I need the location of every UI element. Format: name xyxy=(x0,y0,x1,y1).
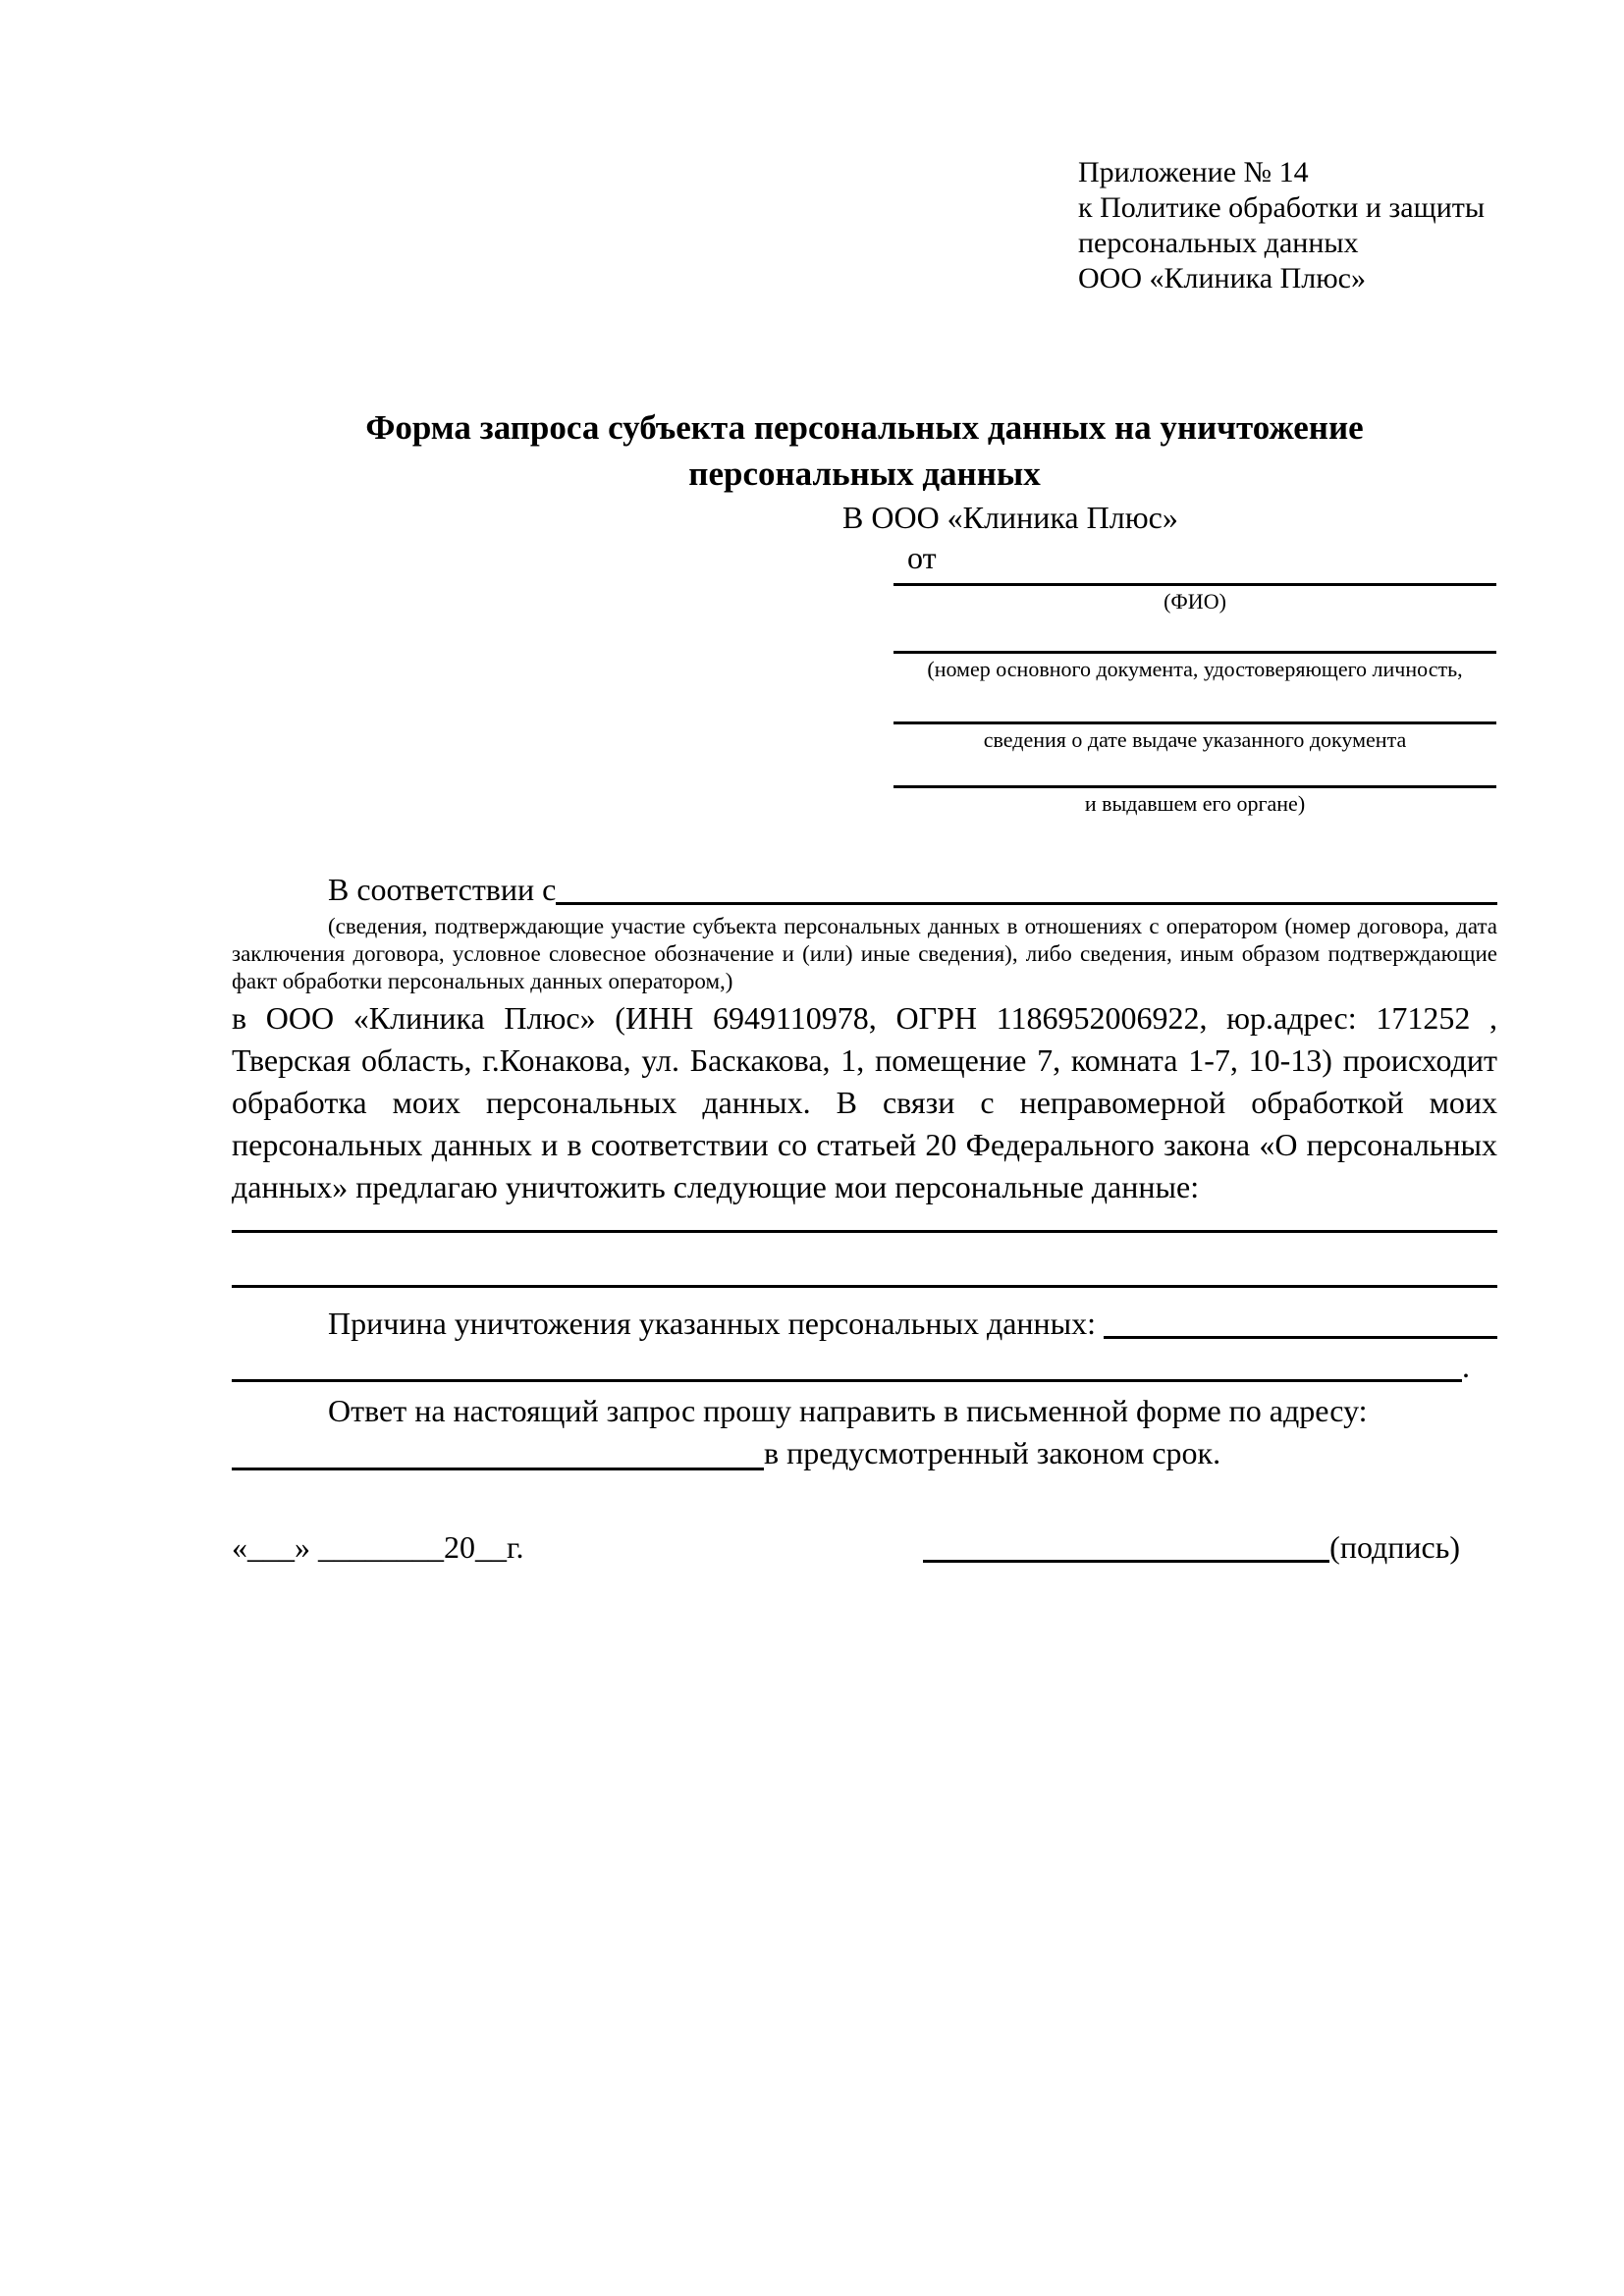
signature-caption: (подпись) xyxy=(1329,1529,1460,1565)
reply-tail: в предусмотренный законом срок. xyxy=(764,1435,1221,1470)
blank-line-issue-date xyxy=(893,682,1496,724)
signature-blank-line xyxy=(923,1525,1329,1563)
blank-line-fio xyxy=(893,577,1496,586)
field-caption-document-number: (номер основного документа, удостоверяющего личность, xyxy=(927,657,1463,681)
form-title: Форма запроса субъекта персональных данных на уничтожение персональных данных xyxy=(365,408,1364,493)
applicant-fields-block xyxy=(893,577,1496,817)
reply-paragraph: Ответ на настоящий запрос прошу направить в письменной форме по адресу: xyxy=(328,1393,1368,1428)
accordance-blank-line xyxy=(556,868,1497,905)
signature-part xyxy=(923,1525,1460,1569)
accordance-row xyxy=(232,868,1497,911)
appendix-line: ООО «Клиника Плюс» xyxy=(1078,262,1366,294)
addressee-line: В ООО «Клиника Плюс» xyxy=(842,500,1178,535)
reason-continuation-row xyxy=(232,1345,1497,1388)
address-blank-line xyxy=(232,1432,764,1470)
date-line: «___» ________20__г. xyxy=(232,1529,524,1565)
reason-row xyxy=(232,1302,1497,1345)
reason-blank-line-2 xyxy=(232,1345,1462,1382)
blank-line-document-number xyxy=(893,614,1496,654)
body-paragraph: в ООО «Клиника Плюс» (ИНН 6949110978, ОГРН 1186952006922, юр.адрес: 171252 , Тверская область, г.Конакова, ул. Баскакова, 1, помещение 7, комната 1-7, 10-13) происходит обработка моих персональных данных. В связи с неправомерной обработкой моих персональных данных и в соответствии со статьей 20 Федерального закона «О персональных данных» предлагаю уничтожить следующие мои персональные данные: xyxy=(232,1000,1497,1204)
appendix-line: Приложение № 14 xyxy=(1078,156,1309,188)
accordance-prefix: В соответствии с xyxy=(328,872,557,907)
appendix-header xyxy=(1078,155,1497,296)
accordance-note: (сведения, подтверждающие участие субъекта персональных данных в отношениях с оператором (номер договора, дата заключения договора, условное словесное обозначение и (или) иные сведения), либо сведения, иным образом подтверждающие факт обработки персональных данных оператором,) xyxy=(232,914,1497,993)
reply-address-row xyxy=(232,1432,1497,1474)
reason-label: Причина уничтожения указанных персональных данных: xyxy=(328,1306,1097,1341)
field-caption-fio: (ФИО) xyxy=(1164,589,1226,614)
date-signature-row xyxy=(232,1525,1497,1569)
blank-line-data-2 xyxy=(232,1285,1497,1288)
from-label: от xyxy=(907,540,937,575)
reason-blank-line xyxy=(1104,1302,1497,1339)
period: . xyxy=(1462,1349,1470,1384)
blank-line-issuing-authority xyxy=(893,753,1496,788)
appendix-line: персональных данных xyxy=(1078,227,1359,259)
field-caption-issuing-authority: и выдавшем его органе) xyxy=(1084,791,1306,816)
field-caption-issue-date: сведения о дате выдаче указанного документа xyxy=(983,727,1407,752)
blank-line-data-1 xyxy=(232,1230,1497,1233)
appendix-line: к Политике обработки и защиты xyxy=(1078,191,1486,224)
